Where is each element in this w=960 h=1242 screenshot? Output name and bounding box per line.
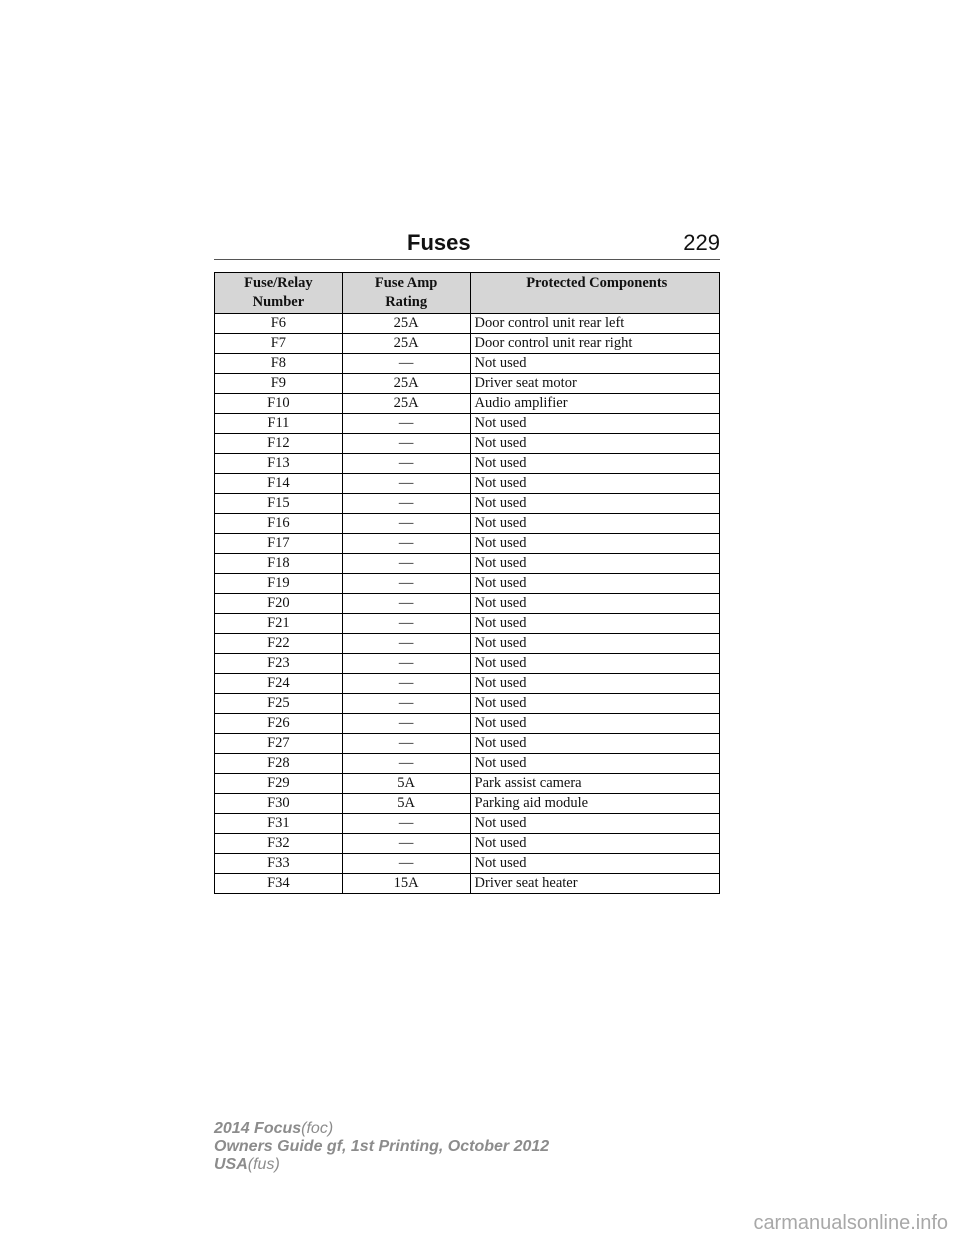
table-row <box>215 814 720 834</box>
table-row <box>215 874 720 894</box>
fuse-number-cell: F19 <box>215 574 343 594</box>
header-rule <box>214 259 720 260</box>
amp-rating-cell: — <box>342 534 470 554</box>
amp-rating-cell: — <box>342 634 470 654</box>
footer-line-3 <box>214 1156 549 1174</box>
amp-rating-cell: — <box>342 414 470 434</box>
fuse-number-cell: F14 <box>215 474 343 494</box>
page-header <box>214 230 720 260</box>
protected-component-cell: Not used <box>470 494 719 514</box>
table-row <box>215 494 720 514</box>
fuse-number-cell: F7 <box>215 334 343 354</box>
table-row <box>215 554 720 574</box>
column-header-amp-rating: Fuse Amp Rating <box>342 273 470 314</box>
fuse-number-cell: F33 <box>215 854 343 874</box>
amp-rating-cell: — <box>342 574 470 594</box>
protected-component-cell: Not used <box>470 654 719 674</box>
fuse-number-cell: F31 <box>215 814 343 834</box>
protected-component-cell: Not used <box>470 354 719 374</box>
amp-rating-cell: — <box>342 834 470 854</box>
fuse-number-cell: F22 <box>215 634 343 654</box>
amp-rating-cell: — <box>342 594 470 614</box>
amp-rating-cell: — <box>342 814 470 834</box>
amp-rating-cell: — <box>342 694 470 714</box>
amp-rating-cell: — <box>342 354 470 374</box>
footer-line-2: Owners Guide gf, 1st Printing, October 2012 <box>214 1138 550 1155</box>
fuse-number-cell: F6 <box>215 314 343 334</box>
fuse-number-cell: F30 <box>215 794 343 814</box>
protected-component-cell: Parking aid module <box>470 794 719 814</box>
table-row <box>215 734 720 754</box>
table-row <box>215 754 720 774</box>
table-row <box>215 314 720 334</box>
footer-market-code: (fus) <box>247 1156 280 1173</box>
amp-rating-cell: 15A <box>342 874 470 894</box>
fuse-number-cell: F11 <box>215 414 343 434</box>
protected-component-cell: Not used <box>470 714 719 734</box>
fuse-number-cell: F29 <box>215 774 343 794</box>
protected-component-cell: Not used <box>470 854 719 874</box>
protected-component-cell: Not used <box>470 614 719 634</box>
fuse-number-cell: F15 <box>215 494 343 514</box>
protected-component-cell: Not used <box>470 694 719 714</box>
protected-component-cell: Park assist camera <box>470 774 719 794</box>
amp-rating-cell: 25A <box>342 374 470 394</box>
amp-rating-cell: — <box>342 754 470 774</box>
amp-rating-cell: 25A <box>342 394 470 414</box>
amp-rating-cell: 5A <box>342 774 470 794</box>
table-row <box>215 634 720 654</box>
fuse-number-cell: F12 <box>215 434 343 454</box>
protected-component-cell: Not used <box>470 414 719 434</box>
amp-rating-cell: — <box>342 514 470 534</box>
table-row <box>215 514 720 534</box>
amp-rating-cell: — <box>342 554 470 574</box>
fuse-number-cell: F23 <box>215 654 343 674</box>
fuse-number-cell: F9 <box>215 374 343 394</box>
fuse-number-cell: F18 <box>215 554 343 574</box>
table-row <box>215 854 720 874</box>
table-row <box>215 794 720 814</box>
table-row <box>215 674 720 694</box>
protected-component-cell: Not used <box>470 514 719 534</box>
amp-rating-cell: — <box>342 614 470 634</box>
protected-component-cell: Not used <box>470 454 719 474</box>
fuse-number-cell: F24 <box>215 674 343 694</box>
table-row <box>215 694 720 714</box>
protected-component-cell: Not used <box>470 434 719 454</box>
protected-component-cell: Not used <box>470 534 719 554</box>
fuse-number-cell: F8 <box>215 354 343 374</box>
protected-component-cell: Not used <box>470 594 719 614</box>
footer-model-code: (foc) <box>301 1120 334 1137</box>
table-row <box>215 394 720 414</box>
page-number: 229 <box>683 230 720 255</box>
table-header-row <box>215 273 720 314</box>
table-row <box>215 654 720 674</box>
amp-rating-cell: — <box>342 654 470 674</box>
section-title: Fuses <box>407 230 471 255</box>
fuse-number-cell: F27 <box>215 734 343 754</box>
amp-rating-cell: — <box>342 474 470 494</box>
footer-model: 2014 Focus <box>214 1120 302 1137</box>
protected-component-cell: Not used <box>470 814 719 834</box>
amp-rating-cell: — <box>342 714 470 734</box>
amp-rating-cell: — <box>342 494 470 514</box>
table-row <box>215 414 720 434</box>
protected-component-cell: Not used <box>470 474 719 494</box>
table-row <box>215 374 720 394</box>
column-header-protected-components: Protected Components <box>470 273 719 314</box>
protected-component-cell: Not used <box>470 734 719 754</box>
fuse-number-cell: F26 <box>215 714 343 734</box>
protected-component-cell: Driver seat motor <box>470 374 719 394</box>
protected-component-cell: Not used <box>470 834 719 854</box>
fuse-number-cell: F20 <box>215 594 343 614</box>
amp-rating-cell: — <box>342 454 470 474</box>
document-footer <box>214 1120 549 1174</box>
table-row <box>215 574 720 594</box>
amp-rating-cell: 25A <box>342 314 470 334</box>
amp-rating-cell: 5A <box>342 794 470 814</box>
protected-component-cell: Not used <box>470 674 719 694</box>
table-row <box>215 714 720 734</box>
fuse-number-cell: F16 <box>215 514 343 534</box>
table-row <box>215 594 720 614</box>
table-row <box>215 774 720 794</box>
protected-component-cell: Not used <box>470 634 719 654</box>
protected-component-cell: Driver seat heater <box>470 874 719 894</box>
fuse-number-cell: F17 <box>215 534 343 554</box>
fuse-number-cell: F34 <box>215 874 343 894</box>
table-row <box>215 834 720 854</box>
amp-rating-cell: — <box>342 734 470 754</box>
fuse-number-cell: F10 <box>215 394 343 414</box>
fuse-number-cell: F32 <box>215 834 343 854</box>
fuse-table <box>214 272 720 894</box>
table-row <box>215 354 720 374</box>
table-row <box>215 434 720 454</box>
table-row <box>215 454 720 474</box>
protected-component-cell: Door control unit rear left <box>470 314 719 334</box>
fuse-number-cell: F13 <box>215 454 343 474</box>
column-header-fuse-number: Fuse/Relay Number <box>215 273 343 314</box>
table-row <box>215 474 720 494</box>
fuse-number-cell: F21 <box>215 614 343 634</box>
table-row <box>215 334 720 354</box>
protected-component-cell: Not used <box>470 754 719 774</box>
footer-line-1 <box>214 1120 549 1138</box>
fuse-number-cell: F25 <box>215 694 343 714</box>
amp-rating-cell: — <box>342 674 470 694</box>
table-body <box>215 314 720 894</box>
amp-rating-cell: — <box>342 854 470 874</box>
protected-component-cell: Audio amplifier <box>470 394 719 414</box>
footer-market: USA <box>214 1156 248 1173</box>
amp-rating-cell: — <box>342 434 470 454</box>
protected-component-cell: Not used <box>470 574 719 594</box>
fuse-number-cell: F28 <box>215 754 343 774</box>
protected-component-cell: Door control unit rear right <box>470 334 719 354</box>
watermark: carmanualsonline.info <box>753 1212 948 1234</box>
table-row <box>215 614 720 634</box>
protected-component-cell: Not used <box>470 554 719 574</box>
amp-rating-cell: 25A <box>342 334 470 354</box>
table-row <box>215 534 720 554</box>
